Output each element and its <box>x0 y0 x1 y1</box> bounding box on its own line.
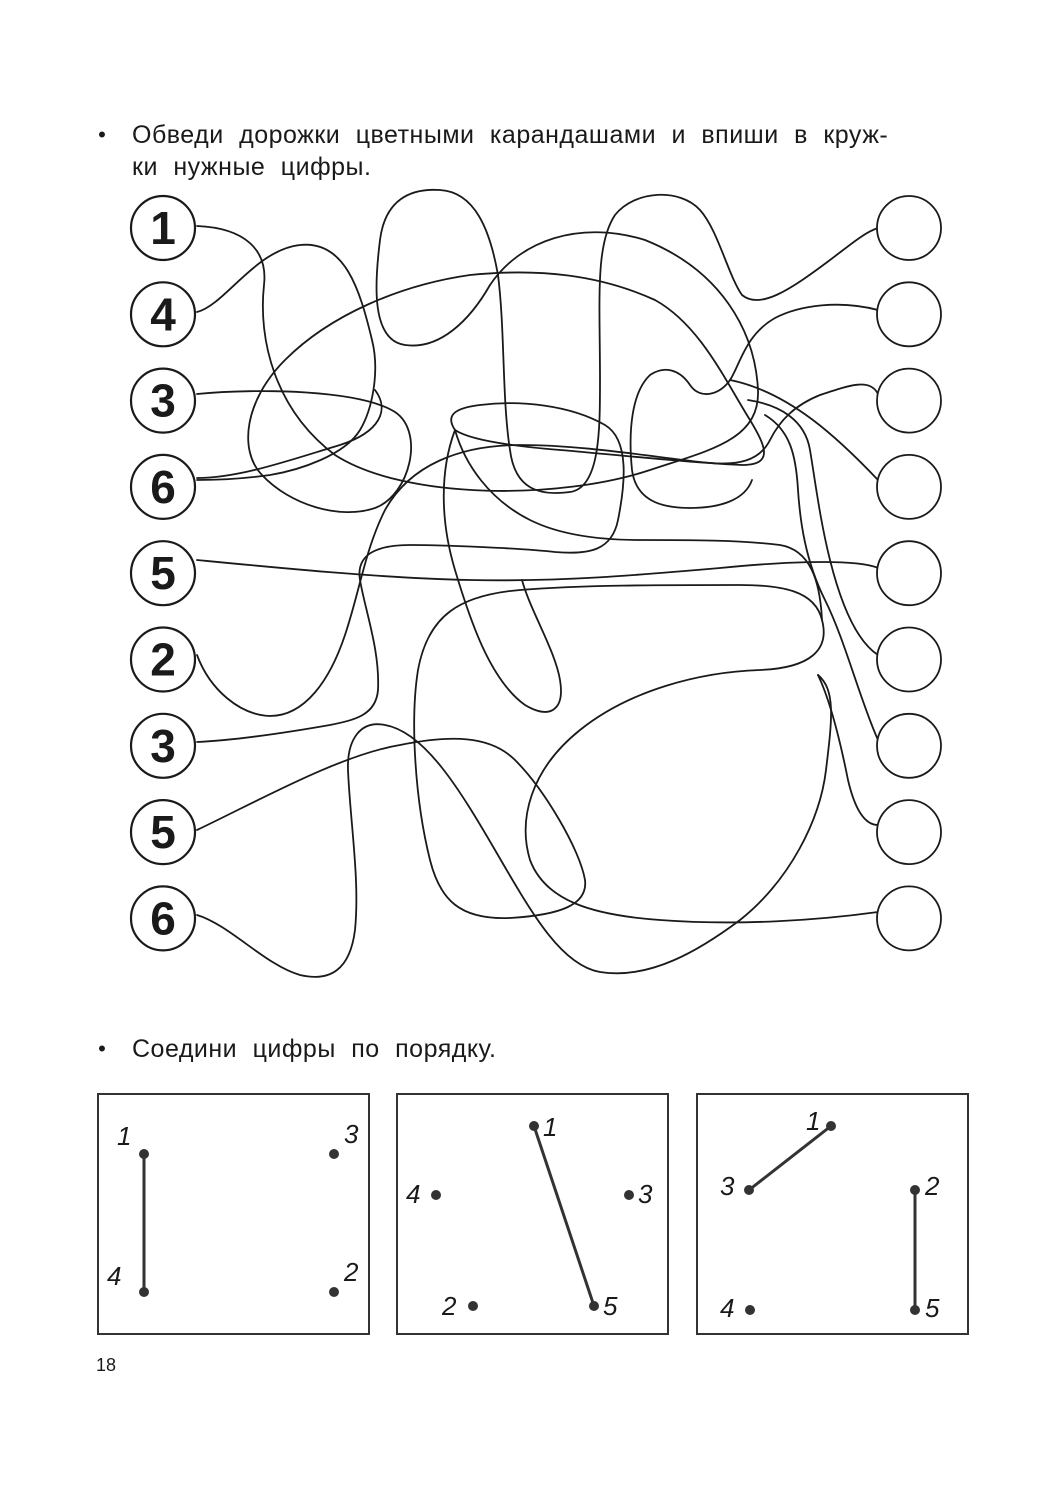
dot-label: 4 <box>720 1293 735 1323</box>
answer-circle[interactable] <box>877 455 941 519</box>
dot[interactable] <box>431 1190 441 1200</box>
maze-path <box>197 560 878 580</box>
dot[interactable] <box>139 1287 149 1297</box>
dot[interactable] <box>624 1190 634 1200</box>
dot-label: 1 <box>117 1121 132 1151</box>
dot[interactable] <box>139 1149 149 1159</box>
dot[interactable] <box>468 1301 478 1311</box>
maze-path <box>631 305 878 508</box>
connect-dots-box-1[interactable] <box>97 1093 370 1335</box>
dot[interactable] <box>529 1121 539 1131</box>
connect-dots-box-3[interactable] <box>696 1093 969 1335</box>
dot-label: 2 <box>344 1257 359 1287</box>
dot[interactable] <box>910 1185 920 1195</box>
answer-circle[interactable] <box>877 196 941 260</box>
dot-label: 3 <box>344 1119 359 1149</box>
circle-number: 6 <box>150 460 176 513</box>
bullet: • <box>98 122 106 147</box>
dot-label: 1 <box>806 1106 821 1136</box>
maze-path <box>748 400 878 655</box>
dot[interactable] <box>329 1287 339 1297</box>
dot-label: 2 <box>442 1291 457 1321</box>
numbered-circle <box>131 714 195 778</box>
circle-number: 3 <box>150 374 176 427</box>
answer-circle[interactable] <box>877 541 941 605</box>
circle-number: 4 <box>150 288 176 341</box>
numbered-circle <box>131 196 195 260</box>
connect-dots-canvas[interactable] <box>398 1095 671 1337</box>
maze-path <box>197 245 375 480</box>
circle-number: 6 <box>150 892 176 945</box>
dot-label: 2 <box>925 1171 940 1201</box>
answer-circle[interactable] <box>877 886 941 950</box>
numbered-circle <box>131 541 195 605</box>
circle-number: 1 <box>150 202 176 254</box>
bullet: • <box>98 1036 106 1061</box>
circle-number: 5 <box>150 806 176 859</box>
dot[interactable] <box>826 1121 836 1131</box>
numbered-circle <box>131 628 195 692</box>
dot[interactable] <box>589 1301 599 1311</box>
task-2-text: Соедини цифры по порядку. <box>132 1035 497 1063</box>
circle-number: 3 <box>150 719 176 772</box>
task-1-text-line-2: ки нужные цифры. <box>132 153 372 181</box>
dot[interactable] <box>910 1305 920 1315</box>
dot[interactable] <box>745 1305 755 1315</box>
answer-circle[interactable] <box>877 282 941 346</box>
numbered-circle <box>131 455 195 519</box>
dot-label: 3 <box>720 1171 735 1201</box>
numbered-circle <box>131 369 195 433</box>
dot-label: 4 <box>107 1261 122 1291</box>
connect-dots-canvas[interactable] <box>698 1095 971 1337</box>
task-2-instruction <box>96 1033 696 1065</box>
dot[interactable] <box>329 1149 339 1159</box>
maze-path <box>197 675 831 977</box>
connect-dots-box-2[interactable] <box>396 1093 669 1335</box>
dot-label: 5 <box>603 1291 618 1321</box>
connect-dots-canvas[interactable] <box>99 1095 372 1337</box>
dot-label: 3 <box>638 1179 653 1209</box>
answer-circle[interactable] <box>877 714 941 778</box>
numbered-circle <box>131 282 195 346</box>
answer-circle[interactable] <box>877 628 941 692</box>
page-number: 18 <box>96 1355 117 1375</box>
maze-path <box>197 585 878 922</box>
answer-circle[interactable] <box>877 369 941 433</box>
numbered-circle <box>131 800 195 864</box>
dot[interactable] <box>744 1185 754 1195</box>
dot-label: 4 <box>406 1179 421 1209</box>
circle-number: 5 <box>150 547 176 600</box>
dot-label: 5 <box>925 1293 940 1323</box>
task-1-text-line-1: Обведи дорожки цветными карандашами и впиши в круж- <box>132 121 889 149</box>
dot-label: 1 <box>543 1112 558 1142</box>
maze-path <box>818 675 878 825</box>
circle-number: 2 <box>150 633 176 686</box>
answer-circle[interactable] <box>877 800 941 864</box>
maze-path <box>444 430 561 712</box>
numbered-circle <box>131 886 195 950</box>
